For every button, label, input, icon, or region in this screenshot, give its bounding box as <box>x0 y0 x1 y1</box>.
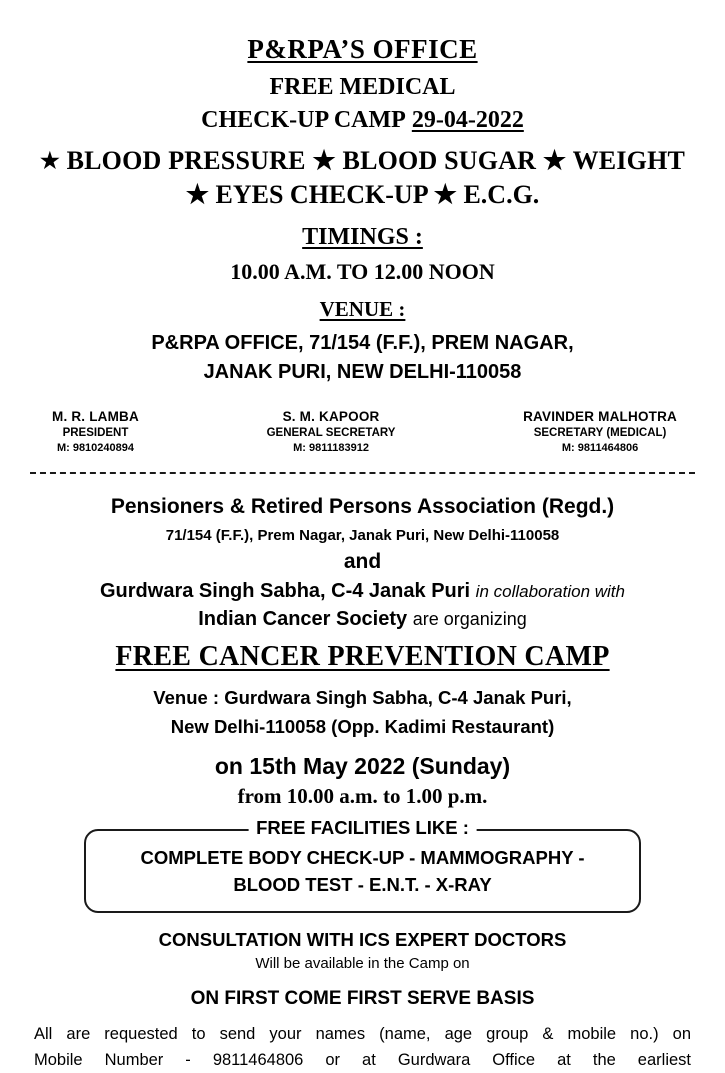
officer-mobile: M: 9810240894 <box>56 442 134 455</box>
association-address: 71/154 (F.F.), Prem Nagar, Janak Puri, New Delhi-110058 <box>165 527 560 545</box>
officer-secretary-medical <box>523 408 677 457</box>
officer-role: PRESIDENT <box>62 426 129 439</box>
facilities-box <box>84 829 641 913</box>
are-organizing-text: are organizing <box>412 609 527 630</box>
officer-name: RAVINDER MALHOTRA <box>523 408 677 424</box>
and-connector: and <box>343 550 382 574</box>
venue-line-1: P&RPA OFFICE, 71/154 (F.F.), PREM NAGAR, <box>151 331 574 354</box>
checkup-camp-date: 29-04-2022 <box>411 106 524 133</box>
tests-line-1 <box>26 145 699 178</box>
tests-line-2: ★ EYES CHECK-UP ★ E.C.G. <box>185 180 540 210</box>
timings-value: 10.00 A.M. TO 12.00 NOON <box>230 258 495 284</box>
footer-note-line-2: Mobile Number - 9811464806 or at Gurdwara Office at the earliest <box>34 1051 691 1070</box>
association-name: Pensioners & Retired Persons Association <box>110 495 537 519</box>
officer-name: S. M. KAPOOR <box>282 408 380 424</box>
consultation-subtext: Will be available in the Camp on <box>255 954 470 972</box>
association-title <box>26 494 699 520</box>
facilities-line-2: BLOOD TEST - E.N.T. - X-RAY <box>233 873 492 895</box>
dashed-divider <box>30 472 695 474</box>
consultation-heading: CONSULTATION WITH ICS EXPERT DOCTORS <box>158 928 567 950</box>
ics-name: Indian Cancer Society <box>198 608 408 631</box>
cancer-camp-title: FREE CANCER PREVENTION CAMP <box>115 641 610 673</box>
free-medical-heading: FREE MEDICAL <box>269 74 456 101</box>
gurdwara-line <box>26 578 699 604</box>
office-title: P&RPA’S OFFICE <box>247 34 478 64</box>
officers-row <box>26 408 699 457</box>
officer-general-secretary <box>267 408 396 457</box>
checkup-camp-label: CHECK-UP CAMP <box>201 106 406 133</box>
tests-line-1-text: BLOOD PRESSURE ★ BLOOD SUGAR ★ WEIGHT <box>66 145 686 175</box>
facilities-legend: FREE FACILITIES LIKE : <box>248 817 477 839</box>
officer-role: GENERAL SECRETARY <box>266 426 396 439</box>
footer-note-line-1: All are requested to send your names (name, age group & mobile no.) on <box>34 1024 691 1043</box>
officer-mobile: M: 9811183912 <box>293 442 369 455</box>
association-regd: (Regd.) <box>541 495 615 519</box>
first-come-basis: ON FIRST COME FIRST SERVE BASIS <box>190 987 535 1009</box>
officer-mobile: M: 9811464806 <box>561 442 639 455</box>
venue-label: VENUE : <box>319 296 406 321</box>
cancer-venue-line-1: Venue : Gurdwara Singh Sabha, C-4 Janak Puri, <box>153 687 572 709</box>
facilities-section <box>84 817 641 913</box>
facilities-line-1: COMPLETE BODY CHECK-UP - MAMMOGRAPHY - <box>140 847 585 869</box>
ics-line <box>26 608 699 631</box>
gurdwara-name: Gurdwara Singh Sabha, C-4 Janak Puri <box>100 580 471 603</box>
checkup-camp-line <box>26 106 699 135</box>
timings-label: TIMINGS : <box>302 223 423 250</box>
venue-line-2: JANAK PURI, NEW DELHI-110058 <box>203 360 522 383</box>
cancer-camp-date: on 15th May 2022 (Sunday) <box>214 753 511 780</box>
in-collaboration-text: in collaboration with <box>475 582 625 602</box>
officer-president <box>52 408 139 457</box>
cancer-venue-line-2: New Delhi-110058 (Opp. Kadimi Restaurant) <box>170 716 555 738</box>
cancer-camp-time: from 10.00 a.m. to 1.00 p.m. <box>237 784 488 809</box>
officer-name: M. R. LAMBA <box>52 408 139 424</box>
star-icon: ★ <box>39 147 60 173</box>
officer-role: SECRETARY (MEDICAL) <box>533 426 667 439</box>
